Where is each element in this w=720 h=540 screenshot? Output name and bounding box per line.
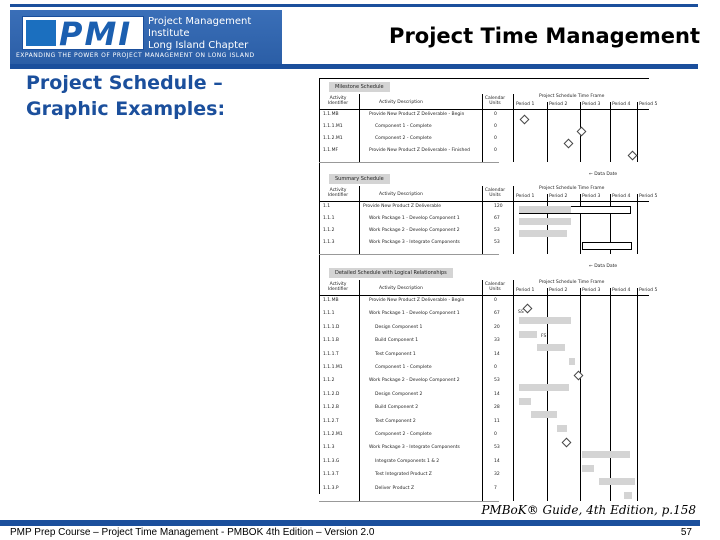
page-number: 57 bbox=[680, 527, 692, 538]
header-rule bbox=[319, 295, 649, 296]
row-description: Component 1 - Complete bbox=[375, 124, 432, 129]
row-description: Provide New Product Z Deliverable bbox=[363, 204, 442, 209]
section-label: Detailed Schedule with Logical Relationships bbox=[329, 268, 453, 278]
row-id: 1.1.3 bbox=[323, 240, 335, 245]
row-id: 1.1 bbox=[323, 204, 331, 209]
header-period: Period 5 bbox=[639, 288, 658, 293]
footer-rule bbox=[0, 520, 700, 526]
header-period: Period 4 bbox=[612, 194, 631, 199]
relationship-label-fs: FS bbox=[541, 333, 547, 339]
row-id: 1.1.2.M1 bbox=[323, 136, 343, 141]
header-rule bbox=[319, 109, 649, 110]
row-id: 1.1.1.T bbox=[323, 351, 339, 357]
detail-bar bbox=[582, 451, 630, 458]
row-description: Work Package 1 - Develop Component 1 bbox=[369, 216, 460, 221]
row-units: 14 bbox=[494, 351, 500, 357]
header-activity-id: Activity Identifier bbox=[327, 96, 349, 106]
row-id: 1.1.MB bbox=[323, 112, 339, 117]
period-rule bbox=[580, 194, 581, 254]
header-units: Calendar Units bbox=[484, 188, 506, 198]
row-description: Work Package 3 - Integrate Components bbox=[369, 240, 460, 245]
header-description: Activity Description bbox=[379, 100, 423, 105]
row-description: Design Component 1 bbox=[375, 324, 423, 330]
row-description: Test Integrated Product Z bbox=[375, 472, 432, 478]
row-description: Work Package 2 - Develop Component 2 bbox=[369, 228, 460, 233]
header-time-frame: Project Schedule Time Frame bbox=[539, 186, 605, 191]
row-id: 1.1.3.G bbox=[323, 458, 340, 464]
header-period: Period 1 bbox=[516, 194, 535, 199]
row-description: Component 2 - Complete bbox=[375, 136, 432, 141]
detail-bar bbox=[557, 425, 567, 432]
header-bottom-rule bbox=[10, 64, 698, 69]
row-description: Provide New Product Z Deliverable - Begin bbox=[369, 112, 465, 117]
col-rule bbox=[513, 94, 514, 162]
header-period: Period 3 bbox=[582, 194, 601, 199]
milestone-diamond-icon bbox=[564, 139, 574, 149]
row-id: 1.1.2.B bbox=[323, 405, 339, 411]
row-description: Build Component 2 bbox=[375, 405, 419, 411]
row-units: 120 bbox=[494, 204, 503, 209]
row-units: 0 bbox=[494, 124, 497, 129]
row-id: 1.1.1.D bbox=[323, 324, 340, 330]
summary-bar bbox=[519, 230, 567, 237]
detail-bar bbox=[531, 411, 557, 418]
row-units: 0 bbox=[494, 432, 497, 437]
frame-top bbox=[319, 78, 649, 79]
detail-bar bbox=[519, 331, 537, 338]
col-rule bbox=[513, 186, 514, 254]
detail-bar bbox=[519, 384, 569, 391]
milestone-diamond-icon bbox=[574, 371, 584, 381]
row-id: 1.1.2 bbox=[323, 228, 335, 233]
row-units: 0 bbox=[494, 148, 497, 153]
row-units: 7 bbox=[494, 485, 497, 491]
header-activity-id: Activity Identifier bbox=[327, 282, 349, 292]
detail-bar bbox=[599, 478, 635, 485]
header-period: Period 1 bbox=[516, 102, 535, 107]
header-units: Calendar Units bbox=[484, 282, 506, 292]
row-units: 20 bbox=[494, 324, 500, 330]
header-period: Period 4 bbox=[612, 102, 631, 107]
col-rule bbox=[482, 94, 483, 162]
row-units: 53 bbox=[494, 445, 500, 451]
logo-org-name bbox=[148, 16, 282, 52]
period-rule bbox=[547, 102, 548, 162]
detail-bar bbox=[537, 344, 565, 351]
header-period: Period 2 bbox=[549, 194, 568, 199]
row-description: Work Package 1 - Develop Component 1 bbox=[369, 311, 460, 317]
header-description: Activity Description bbox=[379, 286, 423, 291]
row-units: 11 bbox=[494, 418, 500, 424]
row-description: Work Package 3 - Integrate Components bbox=[369, 445, 460, 451]
footer-text: PMP Prep Course – Project Time Management - PMBOK 4th Edition – Version 2.0 bbox=[10, 527, 375, 538]
section-label: Milestone Schedule bbox=[329, 82, 390, 92]
logo-tagline: EXPANDING THE POWER OF PROJECT MANAGEMENT ON LONG ISLAND bbox=[16, 52, 255, 59]
row-units: 32 bbox=[494, 472, 500, 478]
milestone-diamond-icon bbox=[520, 115, 530, 125]
row-units: 14 bbox=[494, 391, 500, 397]
row-id: 1.1.MF bbox=[323, 148, 339, 153]
row-units: 53 bbox=[494, 378, 500, 384]
row-id: 1.1.2.M1 bbox=[323, 432, 343, 437]
long-island-map-icon bbox=[26, 20, 56, 46]
row-units: 33 bbox=[494, 338, 500, 344]
org-line1: Project Management Institute bbox=[148, 16, 252, 39]
row-units: 0 bbox=[494, 298, 497, 303]
col-rule bbox=[482, 186, 483, 254]
row-units: 53 bbox=[494, 240, 500, 245]
summary-bar bbox=[582, 242, 632, 250]
period-rule bbox=[580, 288, 581, 501]
row-units: 67 bbox=[494, 216, 500, 221]
row-description: Component 1 - Complete bbox=[375, 365, 432, 370]
header-period: Period 3 bbox=[582, 288, 601, 293]
summary-bar-progress bbox=[519, 206, 571, 213]
row-description: Work Package 2 - Develop Component 2 bbox=[369, 378, 460, 384]
section-bottom-rule bbox=[319, 254, 499, 255]
header-activity-id: Activity Identifier bbox=[327, 188, 349, 198]
milestone-diamond-icon bbox=[577, 127, 587, 137]
col-rule bbox=[482, 280, 483, 501]
col-rule bbox=[359, 186, 360, 254]
period-rule bbox=[637, 288, 638, 501]
row-id: 1.1.3 bbox=[323, 445, 335, 451]
logo-acronym: PMI bbox=[59, 15, 133, 53]
row-description: Integrate Components 1 & 2 bbox=[375, 458, 440, 464]
citation: PMBoK® Guide, 4th Edition, p.158 bbox=[481, 503, 696, 517]
schedule-figure bbox=[319, 78, 658, 494]
row-units: 14 bbox=[494, 458, 500, 464]
row-units: 67 bbox=[494, 311, 500, 317]
header-description: Activity Description bbox=[379, 192, 423, 197]
detail-bar bbox=[569, 358, 575, 365]
row-id: 1.1.2.T bbox=[323, 418, 339, 424]
row-units: 0 bbox=[494, 136, 497, 141]
logo-mark bbox=[22, 15, 144, 53]
detail-bar bbox=[624, 492, 632, 499]
row-id: 1.1.1 bbox=[323, 216, 335, 221]
period-rule bbox=[637, 194, 638, 254]
section-bottom-rule bbox=[319, 162, 499, 163]
row-id: 1.1.1.M1 bbox=[323, 124, 343, 129]
org-line2: Long Island Chapter bbox=[148, 40, 249, 51]
row-id: 1.1.2 bbox=[323, 378, 335, 384]
section-label: Summary Schedule bbox=[329, 174, 390, 184]
row-description: Build Component 1 bbox=[375, 338, 419, 344]
pmi-logo bbox=[10, 10, 282, 64]
row-description: Provide New Product Z Deliverable - Finished bbox=[369, 148, 470, 153]
row-units: 28 bbox=[494, 405, 500, 411]
row-id: 1.1.3.P bbox=[323, 485, 339, 491]
header-time-frame: Project Schedule Time Frame bbox=[539, 94, 605, 99]
detail-bar bbox=[582, 465, 594, 472]
row-id: 1.1.1.B bbox=[323, 338, 339, 344]
header-period: Period 2 bbox=[549, 102, 568, 107]
relationship-label-ss: SS bbox=[518, 310, 524, 315]
subtitle-line2: Graphic Examples: bbox=[26, 98, 226, 120]
header-period: Period 5 bbox=[639, 102, 658, 107]
row-id: 1.1.1 bbox=[323, 311, 335, 317]
header-units: Calendar Units bbox=[484, 96, 506, 106]
slide-title: Project Time Management bbox=[389, 24, 700, 48]
col-rule bbox=[513, 280, 514, 501]
header-time-frame: Project Schedule Time Frame bbox=[539, 280, 605, 285]
header-period: Period 4 bbox=[612, 288, 631, 293]
header-top-rule bbox=[10, 4, 698, 7]
row-id: 1.1.1.M1 bbox=[323, 365, 343, 370]
period-rule bbox=[637, 102, 638, 162]
row-description: Provide New Product Z Deliverable - Begin bbox=[369, 298, 465, 303]
row-units: 53 bbox=[494, 228, 500, 233]
period-rule bbox=[610, 288, 611, 501]
row-description: Design Component 2 bbox=[375, 391, 423, 397]
header-period: Period 1 bbox=[516, 288, 535, 293]
header-period: Period 2 bbox=[549, 288, 568, 293]
detail-bar bbox=[519, 398, 531, 405]
col-rule bbox=[359, 94, 360, 162]
row-description: Component 2 - Complete bbox=[375, 432, 432, 437]
row-units: 0 bbox=[494, 112, 497, 117]
header-period: Period 5 bbox=[639, 194, 658, 199]
row-description: Test Component 2 bbox=[375, 418, 416, 424]
frame-left bbox=[319, 78, 320, 494]
summary-bar bbox=[519, 218, 571, 225]
header-period: Period 3 bbox=[582, 102, 601, 107]
row-id: 1.1.MB bbox=[323, 298, 339, 303]
data-date-label: ← Data Date bbox=[589, 264, 618, 269]
row-description: Deliver Product Z bbox=[375, 485, 415, 491]
section-bottom-rule bbox=[319, 501, 499, 502]
row-units: 0 bbox=[494, 365, 497, 370]
col-rule bbox=[359, 280, 360, 501]
subtitle-line1: Project Schedule – bbox=[26, 72, 223, 94]
data-date-label: ← Data Date bbox=[589, 172, 618, 177]
milestone-diamond-icon bbox=[628, 151, 638, 161]
slide-subtitle bbox=[26, 70, 225, 122]
header-rule bbox=[319, 201, 649, 202]
row-id: 1.1.3.T bbox=[323, 472, 339, 478]
row-description: Test Component 1 bbox=[375, 351, 416, 357]
detail-bar bbox=[519, 317, 571, 324]
row-id: 1.1.2.D bbox=[323, 391, 340, 397]
period-rule bbox=[610, 102, 611, 162]
milestone-diamond-icon bbox=[562, 438, 572, 448]
milestone-diamond-icon bbox=[523, 304, 533, 314]
